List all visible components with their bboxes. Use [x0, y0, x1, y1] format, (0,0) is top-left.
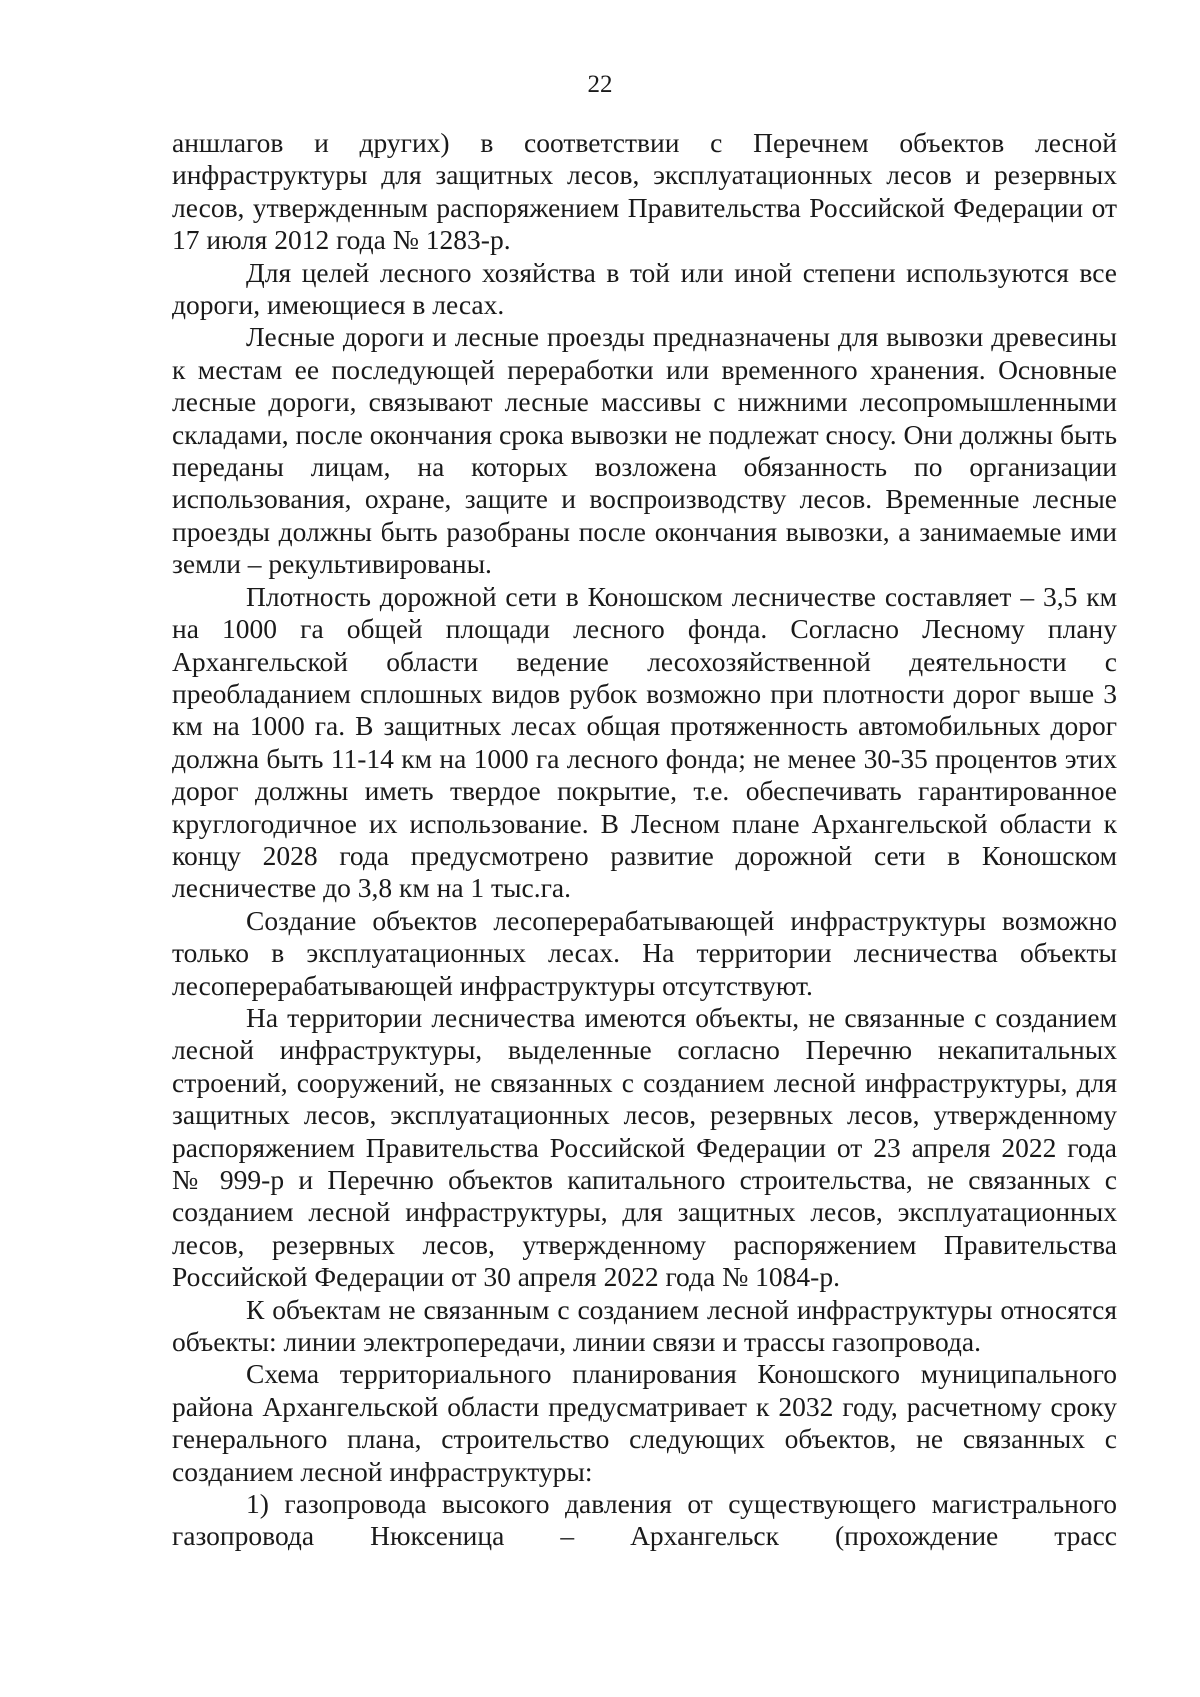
- paragraph-territorial-planning: Схема территориального планирования Коношского муниципального района Архангельской области предусматривает к 2032 году, расчетному сроку генерального плана, строительство следующих объектов, не связанных с созданием лесной инфраструктуры:: [172, 1358, 1117, 1487]
- page-number: 22: [587, 71, 613, 98]
- list-item-gas-pipeline: 1) газопровода высокого давления от существующего магистрального газопровода Нюксеница – Архангельск (прохождение трасс: [172, 1488, 1117, 1552]
- paragraph-forest-roads: Лесные дороги и лесные проезды предназначены для вывозки древесины к местам ее последующей переработки или временного хранения. Основные лесные дороги, связывают лесные массивы с нижними лесопромышленными складами, после окончания срока вывозки не подлежат сносу. Они должны быть переданы лицам, на которых возложена обязанность по организации использования, охране, защите и воспроизводству лесов. Временные лесные проезды должны быть разобраны после окончания вывозки, а занимаемые ими земли – рекультивированы.: [172, 321, 1117, 580]
- paragraph-processing-infrastructure: Создание объектов лесоперерабатывающей инфраструктуры возможно только в эксплуатационных лесах. На территории лесничества объекты лесоперерабатывающей инфраструктуры отсутствуют.: [172, 904, 1117, 1001]
- document-body: [172, 127, 1117, 1553]
- paragraph-unrelated-objects-list: К объектам не связанным с созданием лесной инфраструктуры относятся объекты: линии электропередачи, линии связи и трассы газопровода.: [172, 1293, 1117, 1358]
- paragraph-continuation: аншлагов и других) в соответствии с Перечнем объектов лесной инфраструктуры для защитных лесов, эксплуатационных лесов и резервных лесов, утвержденным распоряжением Правительства Российской Федерации от 17 июля 2012 года № 1283-р.: [172, 127, 1117, 256]
- paragraph-road-density: Плотность дорожной сети в Коношском лесничестве составляет – 3,5 км на 1000 га общей площади лесного фонда. Согласно Лесному плану Архангельской области ведение лесохозяйственной деятельности с преобладанием сплошных видов рубок возможно при плотности дорог выше 3 км на 1000 га. В защитных лесах общая протяженность автомобильных дорог должна быть 11-14 км на 1000 га лесного фонда; не менее 30-35 процентов этих дорог должны иметь твердое покрытие, т.е. обеспечивать гарантированное круглогодичное их использование. В Лесном плане Архангельской области к концу 2028 года предусмотрено развитие дорожной сети в Коношском лесничестве до 3,8 км на 1 тыс.га.: [172, 580, 1117, 904]
- paragraph-unrelated-objects: На территории лесничества имеются объекты, не связанные с созданием лесной инфраструктуры, выделенные согласно Перечню некапитальных строений, сооружений, не связанных с созданием лесной инфраструктуры, для защитных лесов, эксплуатационных лесов, резервных лесов, утвержденному распоряжением Правительства Российской Федерации от 23 апреля 2022 года № 999-р и Перечню объектов капитального строительства, не связанных с созданием лесной инфраструктуры, для защитных лесов, эксплуатационных лесов, резервных лесов, утвержденному распоряжением Правительства Российской Федерации от 30 апреля 2022 года № 1084-р.: [172, 1001, 1117, 1293]
- paragraph-roads-usage: Для целей лесного хозяйства в той или иной степени используются все дороги, имеющиеся в лесах.: [172, 256, 1117, 321]
